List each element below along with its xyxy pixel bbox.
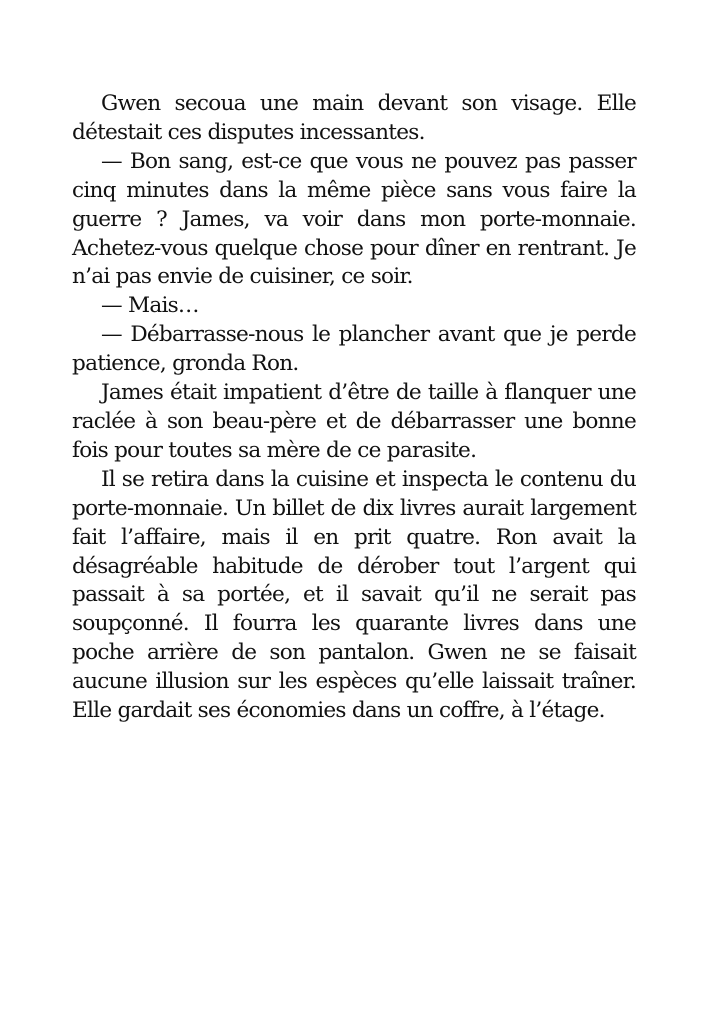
paragraph: Il se retira dans la cuisine et inspecta le contenu du porte-monnaie. Un billet de dix livres aurait largement fait l’affaire, mais il en prit quatre. Ron avait la désagréable habitude de dérober tout l’argent qui passait à sa portée, et il savait qu’il ne serait pas soupçonné. Il fourra les quarante livres dans une poche arrière de son pantalon. Gwen ne se faisait aucune illusion sur les espèces qu’elle laissait traîner. Elle gardait ses économies dans un coffre, à l’étage.: [72, 466, 636, 724]
paragraph: James était impatient d’être de taille à flanquer une raclée à son beau-père et de débarrasser une bonne fois pour toutes sa mère de ce parasite.: [72, 380, 636, 463]
paragraph: — Débarrasse-nous le plancher avant que je perde patience, gronda Ron.: [72, 322, 636, 377]
paragraph: — Mais…: [101, 293, 199, 319]
book-page-text: [72, 90, 636, 726]
paragraph: Gwen secoua une main devant son visage. Elle détestait ces disputes incessantes.: [72, 91, 636, 145]
paragraph: — Bon sang, est-ce que vous ne pouvez pas passer cinq minutes dans la même pièce sans vous faire la guerre ? James, va voir dans mon porte-monnaie. Achetez-vous quelque chose pour dîner en rentrant. Je n’ai pas envie de cuisiner, ce soir.: [72, 148, 636, 290]
